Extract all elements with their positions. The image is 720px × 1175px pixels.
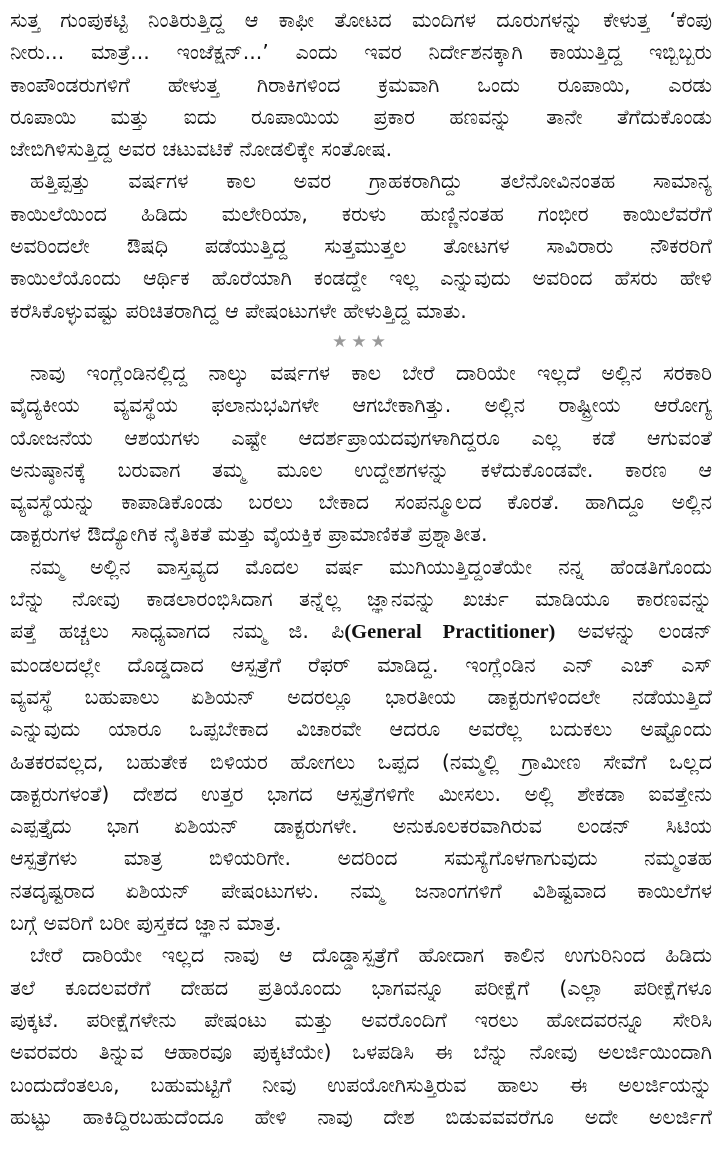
text-span: ಪತ್ತೆ ಹಚ್ಚಲು ಸಾಧ್ಯವಾಗದ ನಮ್ಮ ಜಿ. ಪಿ — [10, 619, 345, 644]
text-line: ಕರೆಸಿಕೊಳ್ಳುವಷ್ಟು ಪರಿಚಿತರಾಗಿದ್ದ ಆ ಪೇಷಂಟುಗಳೇ ಹೇಳುತ್ತಿದ್ದ ಮಾತು. — [10, 298, 467, 323]
text-line: ಬೆನ್ನು ನೋವು ಕಾಡಲಾರಂಭಿಸಿದಾಗ ತನ್ನೆಲ್ಲ ಜ್ಞಾನವನ್ನು ಖರ್ಚು ಮಾಡಿಯೂ ಕಾರಣವನ್ನು — [10, 587, 712, 612]
text-line: ವ್ಯವಸ್ಥೆಯನ್ನು ಕಾಪಾಡಿಕೊಂಡು ಬರಲು ಬೇಕಾದ ಸಂಪನ್ಮೂಲದ ಕೊರತೆ. ಹಾಗಿದ್ದೂ ಅಲ್ಲಿನ — [10, 490, 712, 515]
paragraph-coffee-estate-doctor — [10, 4, 712, 165]
text-line: ಅವರವರು ತಿನ್ನುವ ಆಹಾರವೂ ಪುಕ್ಕಟೆಯೇ) ಒಳಪಡಿಸಿ ಈ ಬೆನ್ನು ನೋವು ಅಲರ್ಜಿಯಿಂದಾಗಿ — [10, 1040, 712, 1065]
text-line: ನೀರು... ಮಾತ್ರೆ... ಇಂಜೆಕ್ಷನ್...’ ಎಂದು ಇವರ ನಿರ್ದೇಶನಕ್ಕಾಗಿ ಕಾಯುತ್ತಿದ್ದ ಇಬ್ಬಿಬ್ಬರು — [10, 40, 712, 65]
text-line: ಬಂದುದೆಂತಲೂ, ಬಹುಮಟ್ಟಿಗೆ ನೀವು ಉಪಯೋಗಿಸುತ್ತಿರುವ ಹಾಲು ಈ ಅಲರ್ಜಿಯನ್ನು — [10, 1072, 712, 1097]
text-line: ಕಾಯಿಲೆಯೊಂದು ಆರ್ಥಿಕ ಹೊರೆಯಾಗಿ ಕಂಡದ್ದೇ ಇಲ್ಲ ಎನ್ನುವುದು ಅವರಿಂದ ಹೆಸರು ಹೇಳಿ — [10, 266, 712, 291]
paragraph-hospital-tests — [10, 939, 712, 1133]
text-line: ಡಾಕ್ಟರುಗಳಂತೆ) ದೇಶದ ಉತ್ತರ ಭಾಗದ ಆಸ್ಪತ್ರೆಗಳಿಗೇ ಮೀಸಲು. ಅಲ್ಲಿ ಶೇಕಡಾ ಐವತ್ತೇನು — [10, 781, 712, 806]
text-line: ಎಪ್ಪತ್ತೈದು ಭಾಗ ಏಶಿಯನ್ ಡಾಕ್ಟರುಗಳೇ. ಅನುಕೂಲಕರವಾಗಿರುವ ಲಂಡನ್ ಸಿಟಿಯ — [10, 814, 712, 839]
text-line — [10, 615, 712, 648]
text-line: ಎನ್ನುವುದು ಯಾರೂ ಒಪ್ಪಬೇಕಾದ ವಿಚಾರವೇ ಆದರೂ ಅವರೆಲ್ಲ ಬದುಕಲು ಅಷ್ಟೊಂದು — [10, 717, 712, 742]
paragraph-wife-back-pain — [10, 551, 712, 940]
english-term: (General Practitioner) — [344, 621, 556, 644]
section-divider-stars: ★★★ — [332, 331, 390, 352]
text-line: ಕಾಂಪೌಂಡರುಗಳಿಗೆ ಹೇಳುತ್ತ ಗಿರಾಕಿಗಳಿಂದ ಕ್ರಮವಾಗಿ ಒಂದು ರೂಪಾಯಿ, ಎರಡು — [10, 72, 712, 97]
text-line: ರೂಪಾಯಿ ಮತ್ತು ಐದು ರೂಪಾಯಿಯ ಪ್ರಕಾರ ಹಣವನ್ನು ತಾನೇ ತೆಗೆದುಕೊಂಡು — [10, 104, 712, 129]
text-line: ವೈದ್ಯಕೀಯ ವ್ಯವಸ್ಥೆಯ ಫಲಾನುಭವಿಗಳೇ ಆಗಬೇಕಾಗಿತ್ತು. ಅಲ್ಲಿನ ರಾಷ್ಟ್ರೀಯ ಆರೋಗ್ಯ — [10, 393, 712, 418]
text-line: ಬೇರೆ ದಾರಿಯೇ ಇಲ್ಲದ ನಾವು ಆ ದೊಡ್ಡಾಸ್ಪತ್ರೆಗೆ ಹೋದಾಗ ಕಾಲಿನ ಉಗುರಿನಿಂದ ಹಿಡಿದು — [30, 943, 712, 968]
text-line: ನತದೃಷ್ಟರಾದ ಏಶಿಯನ್ ಪೇಷಂಟುಗಳು. ನಮ್ಮ ಜನಾಂಗಗಳಿಗೆ ವಿಶಿಷ್ಟವಾದ ಕಾಯಿಲೆಗಳ — [10, 878, 712, 903]
text-line: ಆಸ್ಪತ್ರೆಗಳು ಮಾತ್ರ ಬಿಳಿಯರಿಗೇ. ಅದರಿಂದ ಸಮಸ್ಯೆಗೊಳಗಾಗುವುದು ನಮ್ಮಂತಹ — [10, 846, 712, 871]
text-line: ಹತ್ತಿಪ್ಪತ್ತು ವರ್ಷಗಳ ಕಾಲ ಅವರ ಗ್ರಾಹಕರಾಗಿದ್ದು ತಲೆನೋವಿನಂತಹ ಸಾಮಾನ್ಯ — [30, 169, 712, 194]
text-line: ತಲೆ ಕೂದಲವರೆಗೆ ದೇಹದ ಪ್ರತಿಯೊಂದು ಭಾಗವನ್ನೂ ಪರೀಕ್ಷೆಗೆ (ಎಲ್ಲಾ ಪರೀಕ್ಷೆಗಳೂ — [10, 975, 712, 1000]
paragraph-england-health-system — [10, 357, 712, 551]
paragraph-patients-testimony — [10, 165, 712, 326]
text-line: ಅವರಿಂದಲೇ ಔಷಧಿ ಪಡೆಯುತ್ತಿದ್ದ ಸುತ್ತಮುತ್ತಲ ತೋಟಗಳ ಸಾವಿರಾರು ನೌಕರರಿಗೆ — [10, 234, 712, 259]
text-line: ವ್ಯವಸ್ಥೆ ಬಹುಪಾಲು ಏಶಿಯನ್ ಅದರಲ್ಲೂ ಭಾರತೀಯ ಡಾಕ್ಟರುಗಳಿಂದಲೇ ನಡೆಯುತ್ತಿದೆ — [10, 684, 712, 709]
text-line: ಯೋಜನೆಯ ಆಶಯಗಳು ಎಷ್ಟೇ ಆದರ್ಶಪ್ರಾಯದವುಗಳಾಗಿದ್ದರೂ ಎಲ್ಲ ಕಡೆ ಆಗುವಂತೆ — [10, 425, 712, 450]
text-line: ಪುಕ್ಕಟೆ. ಪರೀಕ್ಷೆಗಳೇನು ಪೇಷಂಟು ಮತ್ತು ಅವರೊಂದಿಗೆ ಇರಲು ಹೋದವರನ್ನೂ ಸೇರಿಸಿ — [10, 1007, 712, 1032]
text-line: ಕಾಯಿಲೆಯಿಂದ ಹಿಡಿದು ಮಲೇರಿಯಾ, ಕರುಳು ಹುಣ್ಣಿನಂತಹ ಗಂಭೀರ ಕಾಯಿಲೆವರೆಗೆ — [10, 201, 712, 226]
text-line: ನಾವು ಇಂಗ್ಲೆಂಡಿನಲ್ಲಿದ್ದ ನಾಲ್ಕು ವರ್ಷಗಳ ಕಾಲ ಬೇರೆ ದಾರಿಯೇ ಇಲ್ಲದೆ ಅಲ್ಲಿನ ಸರಕಾರಿ — [30, 360, 712, 385]
text-line: ಡಾಕ್ಟರುಗಳ ಔದ್ಯೋಗಿಕ ನೈತಿಕತೆ ಮತ್ತು ವೈಯಕ್ತಿಕ ಪ್ರಾಮಾಣಿಕತೆ ಪ್ರಶ್ನಾತೀತ. — [10, 522, 488, 547]
text-line: ಮಂಡಲದಲ್ಲೇ ದೊಡ್ಡದಾದ ಆಸ್ಪತ್ರೆಗೆ ರೆಫರ್ ಮಾಡಿದ್ದ. ಇಂಗ್ಲೆಂಡಿನ ಎನ್ ಎಚ್ ಎಸ್ — [10, 652, 712, 677]
text-line: ಹಿತಕರವಲ್ಲದ, ಬಹುತೇಕ ಬಿಳಿಯರ ಹೋಗಲು ಒಪ್ಪದ (ನಮ್ಮಲ್ಲಿ ಗ್ರಾಮೀಣ ಸೇವೆಗೆ ಒಲ್ಲದ — [10, 749, 712, 774]
text-line: ಹುಟ್ಟು ಹಾಕಿದ್ದಿರಬಹುದೆಂದೂ ಹೇಳಿ ನಾವು ದೇಶ ಬಿಡುವವವರೆಗೂ ಅದೇ ಅಲರ್ಜಿಗೆ — [10, 1104, 712, 1129]
text-line: ಜೇಬಿಗಿಳಿಸುತ್ತಿದ್ದ ಅವರ ಚಟುವಟಿಕೆ ನೋಡಲಿಕ್ಕೇ ಸಂತೋಷ. — [10, 137, 393, 162]
text-line: ಅನುಷ್ಠಾನಕ್ಕೆ ಬರುವಾಗ ತಮ್ಮ ಮೂಲ ಉದ್ದೇಶಗಳನ್ನು ಕಳೆದುಕೊಂಡವೇ. ಕಾರಣ ಆ — [10, 457, 712, 482]
text-line: ಬಗ್ಗೆ ಅವರಿಗೆ ಬರೀ ಪುಸ್ತಕದ ಜ್ಞಾನ ಮಾತ್ರ. — [10, 911, 282, 936]
text-line: ಸುತ್ತ ಗುಂಪುಕಟ್ಟಿ ನಿಂತಿರುತ್ತಿದ್ದ ಆ ಕಾಫೀ ತೋಟದ ಮಂದಿಗಳ ದೂರುಗಳನ್ನು ಕೇಳುತ್ತ ‘ಕೆಂಪು — [10, 8, 712, 32]
text-line: ನಮ್ಮ ಅಲ್ಲಿನ ವಾಸ್ತವ್ಯದ ಮೊದಲ ವರ್ಷ ಮುಗಿಯುತ್ತಿದ್ದಂತೆಯೇ ನನ್ನ ಹೆಂಡತಿಗೊಂದು — [30, 554, 712, 579]
text-span: ಅವಳನ್ನು ಲಂಡನ್ — [555, 619, 712, 644]
